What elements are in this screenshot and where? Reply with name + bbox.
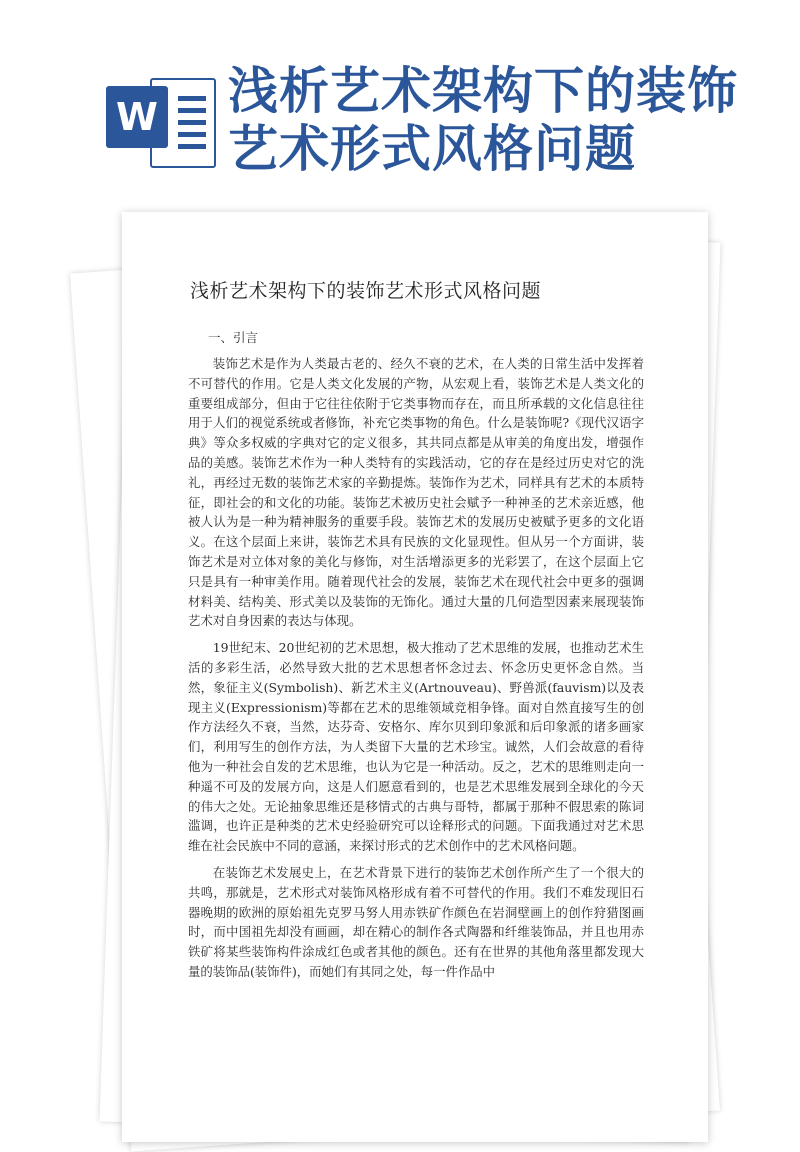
banner (0, 0, 800, 200)
banner-title: 浅析艺术架构下的装饰艺术形式风格问题 (228, 62, 738, 178)
paragraph: 19世纪末、20世纪初的艺术思想，极大推动了艺术思维的发展，也推动艺术生活的多彩生活，必然导致大批的艺术思想者怀念过去、怀念历史更怀念自然。当然，象征主义(Symbolish)、新艺术主义(Artnouveau)、野兽派(fauvism)以及表现主义(Expressionism)等都在艺术的思维领域竞相争锋。面对自然直接写生的创作方法经久不衰，当然，达芬奇、安格尔、库尔贝到印象派和后印象派的诸多画家们，利用写生的创作方法，为人类留下大量的艺术珍宝。诚然，人们会故意的看待他为一种社会自发的艺术思维，也认为它是一种活动。反之，艺术的思维则走向一种遥不可及的发展方向，这是人们愿意看到的，也是艺术思维发展到全球化的今天的伟大之处。无论抽象思维还是移情式的古典与哥特，都属于那种不假思索的陈词滥调，也许正是种类的艺术史经验研究可以诠释形式的问题。下面我通过对艺术思维在社会民族中不同的意涵，来探讨形式的艺术创作中的艺术风格问题。 (188, 640, 644, 854)
document-page (122, 212, 708, 1142)
paragraph: 在装饰艺术发展史上，在艺术背景下进行的装饰艺术创作所产生了一个很大的共鸣，那就是，艺术形式对装饰风格形成有着不可替代的作用。我们不难发现旧石器晚期的欧洲的原始祖先克罗马努人用赤铁矿作颜色在岩洞壁画上的创作狩猎图画时，而中国祖先却没有画画，却在精心的制作各式陶器和纤维装饰品，并且也用赤铁矿将某些装饰构件涂成红色或者其他的颜色。还有在世界的其他角落里都发现大量的装饰品(装饰件)，而她们有其同之处，每一件作品中 (188, 864, 644, 979)
document-title: 浅析艺术架构下的装饰艺术形式风格问题 (190, 280, 542, 302)
word-document-icon (106, 72, 216, 164)
word-logo-square: W (106, 86, 168, 148)
section-heading: 一、引言 (208, 330, 259, 345)
document-body (188, 354, 644, 989)
paragraph: 装饰艺术是作为人类最古老的、经久不衰的艺术，在人类的日常生活中发挥着不可替代的作用。它是人类文化发展的产物，从宏观上看，装饰艺术是人类文化的重要组成部分，但由于它往往依附于它类事物而存在，而且所承载的文化信息往往用于人们的视觉系统或者修饰，补充它类事物的角色。什么是装饰呢?《现代汉语字典》等众多权威的字典对它的定义很多，其共同点都是从审美的角度出发，增强作品的美感。装饰艺术作为一种人类特有的实践活动，它的存在是经过历史对它的洗礼，再经过无数的装饰艺术家的辛勤提炼。装饰作为艺术，同样具有艺术的本质特征，即社会的和文化的功能。装饰艺术被历史社会赋予一种神圣的艺术亲近感，他被人认为是一种为精神服务的重要手段。装饰艺术的发展历史被赋予更多的文化语义。在这个层面上来讲，装饰艺术具有民族的文化显现性。但从另一个方面讲，装饰艺术是对立体对象的美化与修饰，对生活增添更多的光彩罢了，在这个层面上它只是具有一种审美作用。随着现代社会的发展，装饰艺术在现代社会中更多的强调材料美、结构美、形式美以及装饰的无饰化。通过大量的几何造型因素来展现装饰艺术对自身因素的表达与体现。 (188, 356, 644, 629)
